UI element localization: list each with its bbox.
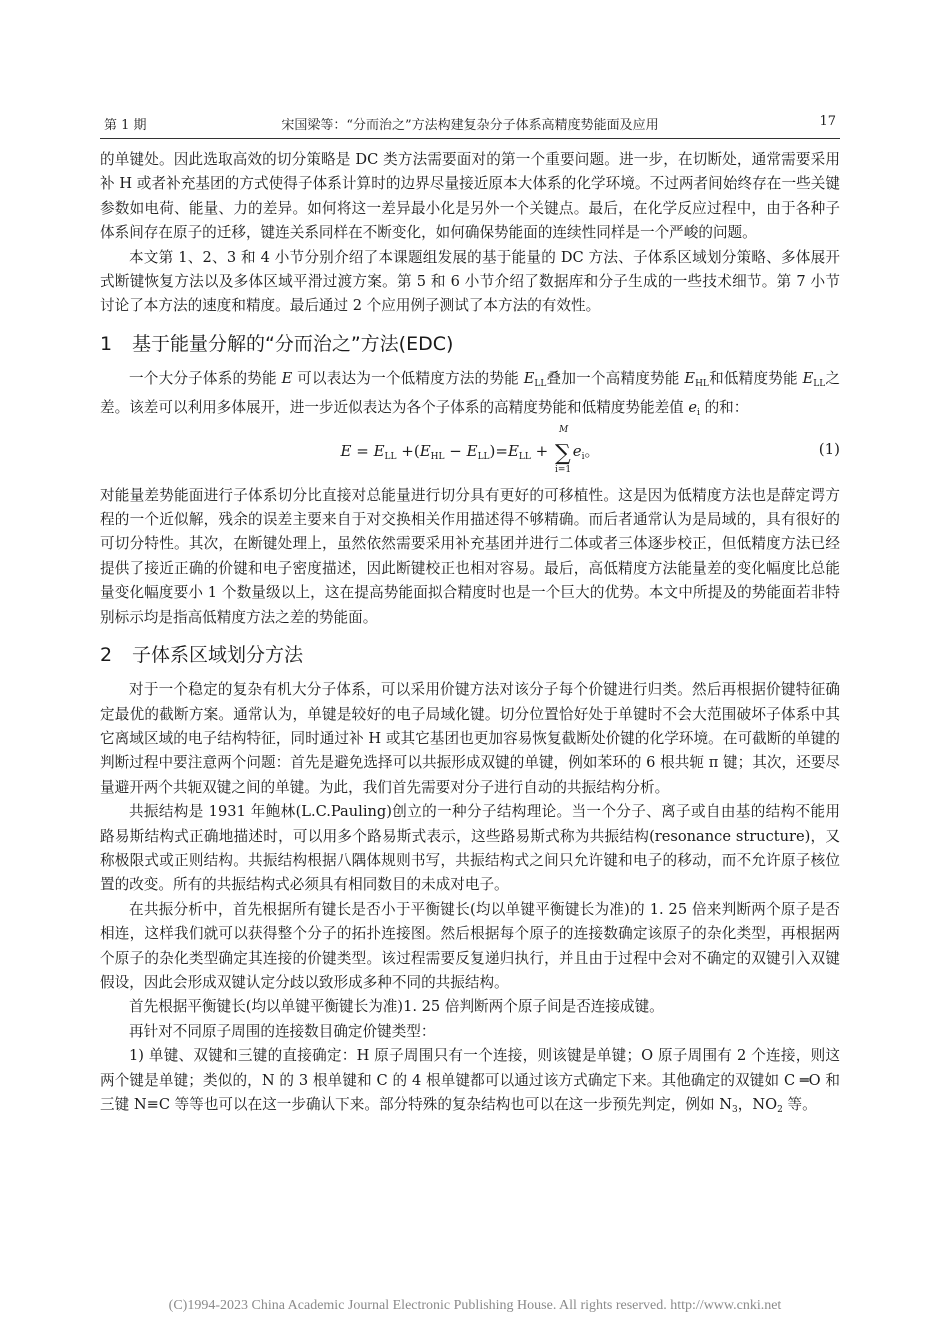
section-2-paragraph-2: 共振结构是 1931 年鲍林(L.C.Pauling)创立的一种分子结构理论。当一个分子、离子或自由基的结构不能用路易斯结构式正确地描述时，可以用多个路易斯式表示，这些路易斯式称为共振结构(resonance structure)，又称极限式或正则结构。共振结构根据八隅体规则书写，共振结构式之间只允许键和电子的移动，而不允许原子核位置的改变。所有的共振结构式必须具有相同数目的未成对电子。 xyxy=(100,803,840,894)
section-2-title: 子体系区域划分方法 xyxy=(132,644,304,667)
section-2-paragraph-3: 在共振分析中，首先根据所有键长是否小于平衡键长(均以单键平衡键长为准)的 1. 25 倍来判断两个原子是否相连，这样我们就可以获得整个分子的拓扑连接图。然后根据每个原子的连接数确定该原子的杂化类型，再根据两个原子的杂化类型确定其连接的价键类型。该过程需要反复递归执行，并且由于过程中会对不确定的双键引入双键假设，因此会形成双键认定分歧以致形成多种不同的共振结构。 xyxy=(100,900,840,991)
header-divider xyxy=(100,138,840,139)
intro-paragraph-1: 的单键处。因此选取高效的切分策略是 DC 类方法需要面对的第一个重要问题。进一步，在切断处，通常需要采用补 H 或者补充基团的方式使得子体系计算时的边界尽量接近原本大体系的化学环境。不过两者间始终存在一些关键参数如电荷、能量、力的差异。如何将这一差异最小化是另外一个关键点。最后，在化学反应过程中，由于各种子体系间存在原子的迁移，键连关系同样在不断变化，如何确保势能面的连续性同样是一个严峻的问题。 xyxy=(100,151,840,242)
section-2-number: 2 xyxy=(100,644,113,667)
section-2-paragraph-5: 再针对不同原子周围的连接数目确定价键类型： xyxy=(129,1022,436,1040)
section-2-paragraph-1: 对于一个稳定的复杂有机大分子体系，可以采用价键方法对该分子每个价键进行归类。然后再根据价键特征确定最优的截断方案。通常认为，单键是较好的电子局域化键。切分位置恰好处于单键时不会大范围破坏子体系中其它离域区域的电子结构特征，同时通过补 H 或其它基团也更加容易恢复截断处价键的化学环境。在可截断的单键的判断过程中要注意两个问题：首先是避免选择可以共振形成双键的单键，例如苯环的 6 根共轭 π 键；其次，还要尽量避开两个共轭双键之间的单键。为此，我们首先需要对分子进行自动的共振结构分析。 xyxy=(100,681,840,796)
section-1-paragraph-1: 一个大分子体系的势能 E 可以表达为一个低精度方法的势能 $E_{LL}$叠加一个高精度势能 $E_{HL}$和低精度势能 $E_{LL}$之差。该差可以利用多体展开，进一步近似表达为各个子体系的高精度势能和低精度势能差值 $e_i$ 的和： xyxy=(100,369,841,419)
article-body xyxy=(100,148,840,1122)
page-number: 17 xyxy=(819,114,836,129)
section-2-heading xyxy=(100,640,840,670)
copyright-footer: (C)1994-2023 China Academic Journal Electronic Publishing House. All rights reserved. http://www.cnki.net xyxy=(168,1298,782,1313)
intro-paragraph-2: 本文第 1、2、3 和 4 小节分别介绍了本课题组发展的基于能量的 DC 方法、子体系区域划分策略、多体展开式断键恢复方法以及多体区域平滑过渡方案。第 5 和 6 小节介绍了数据库和分子生成的一些技术细节。第 7 小节讨论了本方法的速度和精度。最后通过 2 个应用例子测试了本方法的有效性。 xyxy=(100,248,840,315)
equation-1-body: $E = E_{LL} +(E_{HL} - E_{LL})=E_{LL}$ + M ∑ i=1 $e_i$。 xyxy=(340,424,600,475)
section-1-heading xyxy=(100,329,840,359)
running-header xyxy=(100,114,840,134)
section-1-number: 1 xyxy=(100,332,113,355)
issue-label: 第 1 期 xyxy=(104,118,147,133)
section-1-paragraph-2: 对能量差势能面进行子体系切分比直接对总能量进行切分具有更好的可移植性。这是因为低精度方法也是薛定谔方程的一个近似解，残余的误差主要来自于对交换相关作用描述得不够精确。而后者通常认为是局域的，具有很好的可切分特性。其次，在断键处理上，虽然依然需要采用补充基团并进行二体或者三体逐步校正，但低精度方法已经提供了接近正确的价键和电子密度描述，因此断键校正也相对容易。最后，高低精度方法能量差的变化幅度比总能量变化幅度要小 1 个数量级以上，这在提高势能面拟合精度时也是一个巨大的优势。本文中所提及的势能面若非特别标示均是指高低精度方法之差的势能面。 xyxy=(100,486,840,626)
equation-1 xyxy=(100,426,840,484)
summation-symbol: M ∑ i=1 xyxy=(554,424,572,475)
section-2-paragraph-4: 首先根据平衡键长(均以单键平衡键长为准)1. 25 倍判断两个原子间是否连接成键。 xyxy=(129,998,664,1016)
section-1-title: 基于能量分解的“分而治之”方法(EDC) xyxy=(132,332,454,355)
equation-1-number: (1) xyxy=(818,439,840,458)
running-title: 宋国梁等：“分而治之”方法构建复杂分子体系高精度势能面及应用 xyxy=(281,118,659,133)
section-2-paragraph-6: 1) 单键、双键和三键的直接确定：H 原子周围只有一个连接，则该键是单键；O 原子周围有 2 个连接，则这两个键是单键；类似的，N 的 3 根单键和 C 的 4 根单键都可以通过该方式确定下来。其他确定的双键如 C ═O 和三键 N≡C 等等也可以在这一步确认下来。部分特殊的复杂结构也可以在这一步预先判定，例如 $N_3$，$NO_2$ 等。 xyxy=(100,1047,840,1115)
